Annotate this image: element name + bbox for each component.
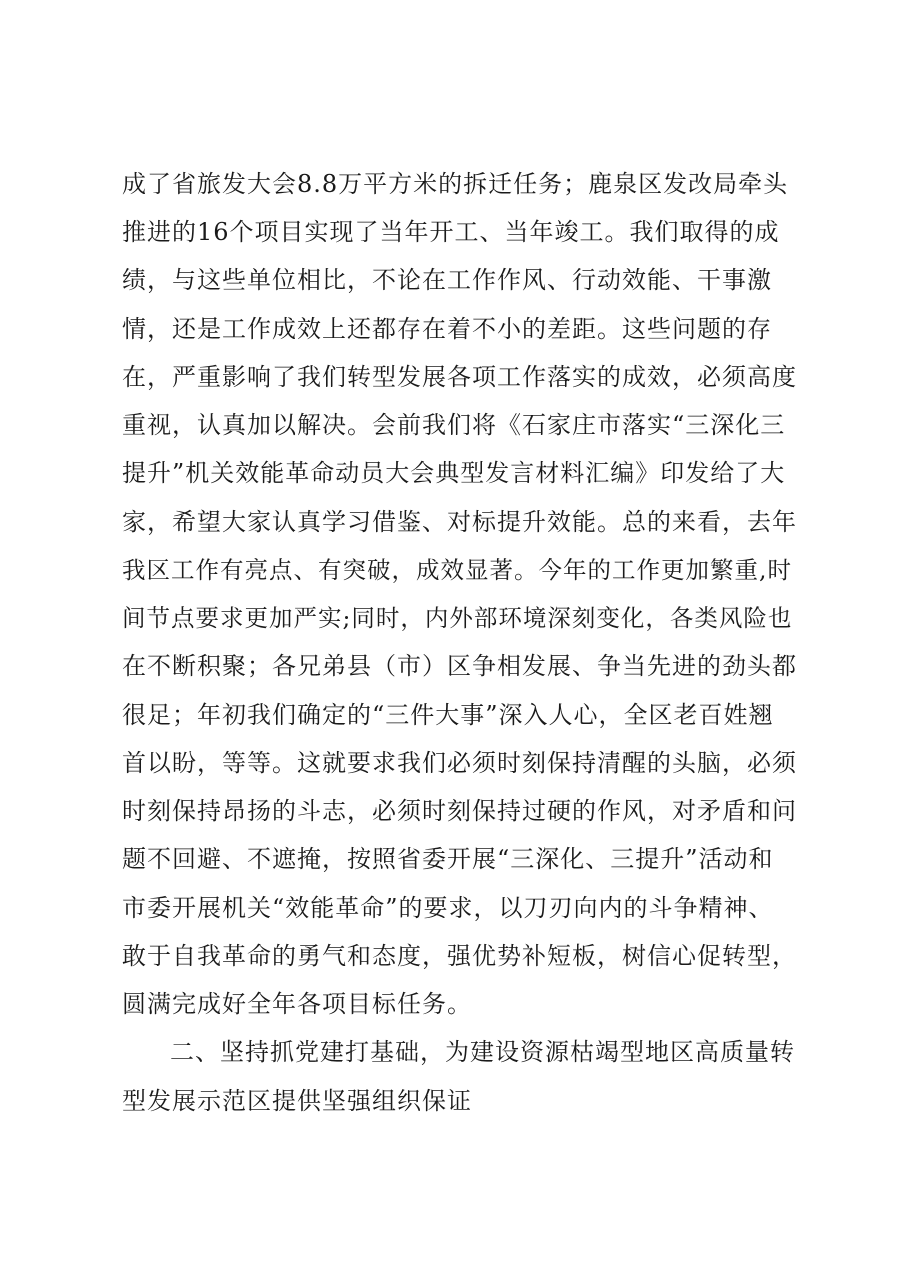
body-text-line: 市委开展机关“效能革命”的要求，以刀刃向内的斗争精神、 [122, 894, 774, 922]
body-text-line: 时刻保持昂扬的斗志，必须时刻保持过硬的作风，对矛盾和问 [122, 797, 797, 825]
body-text-line: 情，还是工作成效上还都存在着不小的差距。这些问题的存 [122, 315, 772, 343]
section-heading-line: 二、坚持抓党建打基础，为建设资源枯竭型地区高质量转 [170, 1038, 795, 1066]
body-text-line: 敢于自我革命的勇气和态度，强优势补短板，树信心促转型， [122, 942, 797, 970]
body-text-line: 我区工作有亮点、有突破，成效显著。今年的工作更加繁重,时 [122, 556, 792, 584]
body-text-line: 很足；年初我们确定的“三件大事”深入人心，全区老百姓翘 [122, 701, 774, 729]
body-text-line: 间节点要求更加严实;同时，内外部环境深刻变化，各类风险也 [122, 604, 793, 632]
section-heading-line: 型发展示范区提供坚强组织保证 [122, 1087, 472, 1115]
body-text-line: 首以盼，等等。这就要求我们必须时刻保持清醒的头脑，必须 [122, 749, 797, 777]
body-text-line: 推进的16个项目实现了当年开工、当年竣工。我们取得的成 [122, 218, 780, 246]
body-text-line: 重视，认真加以解决。会前我们将《石家庄市落实“三深化三 [122, 411, 786, 439]
body-text-line: 题不回避、不遮掩，按照省委开展“三深化、三提升”活动和 [122, 845, 774, 873]
body-text-line: 圆满完成好全年各项目标任务。 [122, 990, 472, 1018]
body-text-line: 在不断积聚；各兄弟县（市）区争相发展、争当先进的劲头都 [122, 652, 797, 680]
body-text-line: 提升”机关效能革命动员大会典型发言材料汇编》印发给了大 [122, 459, 786, 487]
body-text-line: 家，希望大家认真学习借鉴、对标提升效能。总的来看，去年 [122, 508, 797, 536]
body-text-line: 绩，与这些单位相比，不论在工作作风、行动效能、干事激 [122, 266, 772, 294]
body-text-line: 成了省旅发大会8.8万平方米的拆迁任务；鹿泉区发改局牵头 [122, 170, 789, 198]
body-text-line: 在，严重影响了我们转型发展各项工作落实的成效，必须高度 [122, 363, 797, 391]
